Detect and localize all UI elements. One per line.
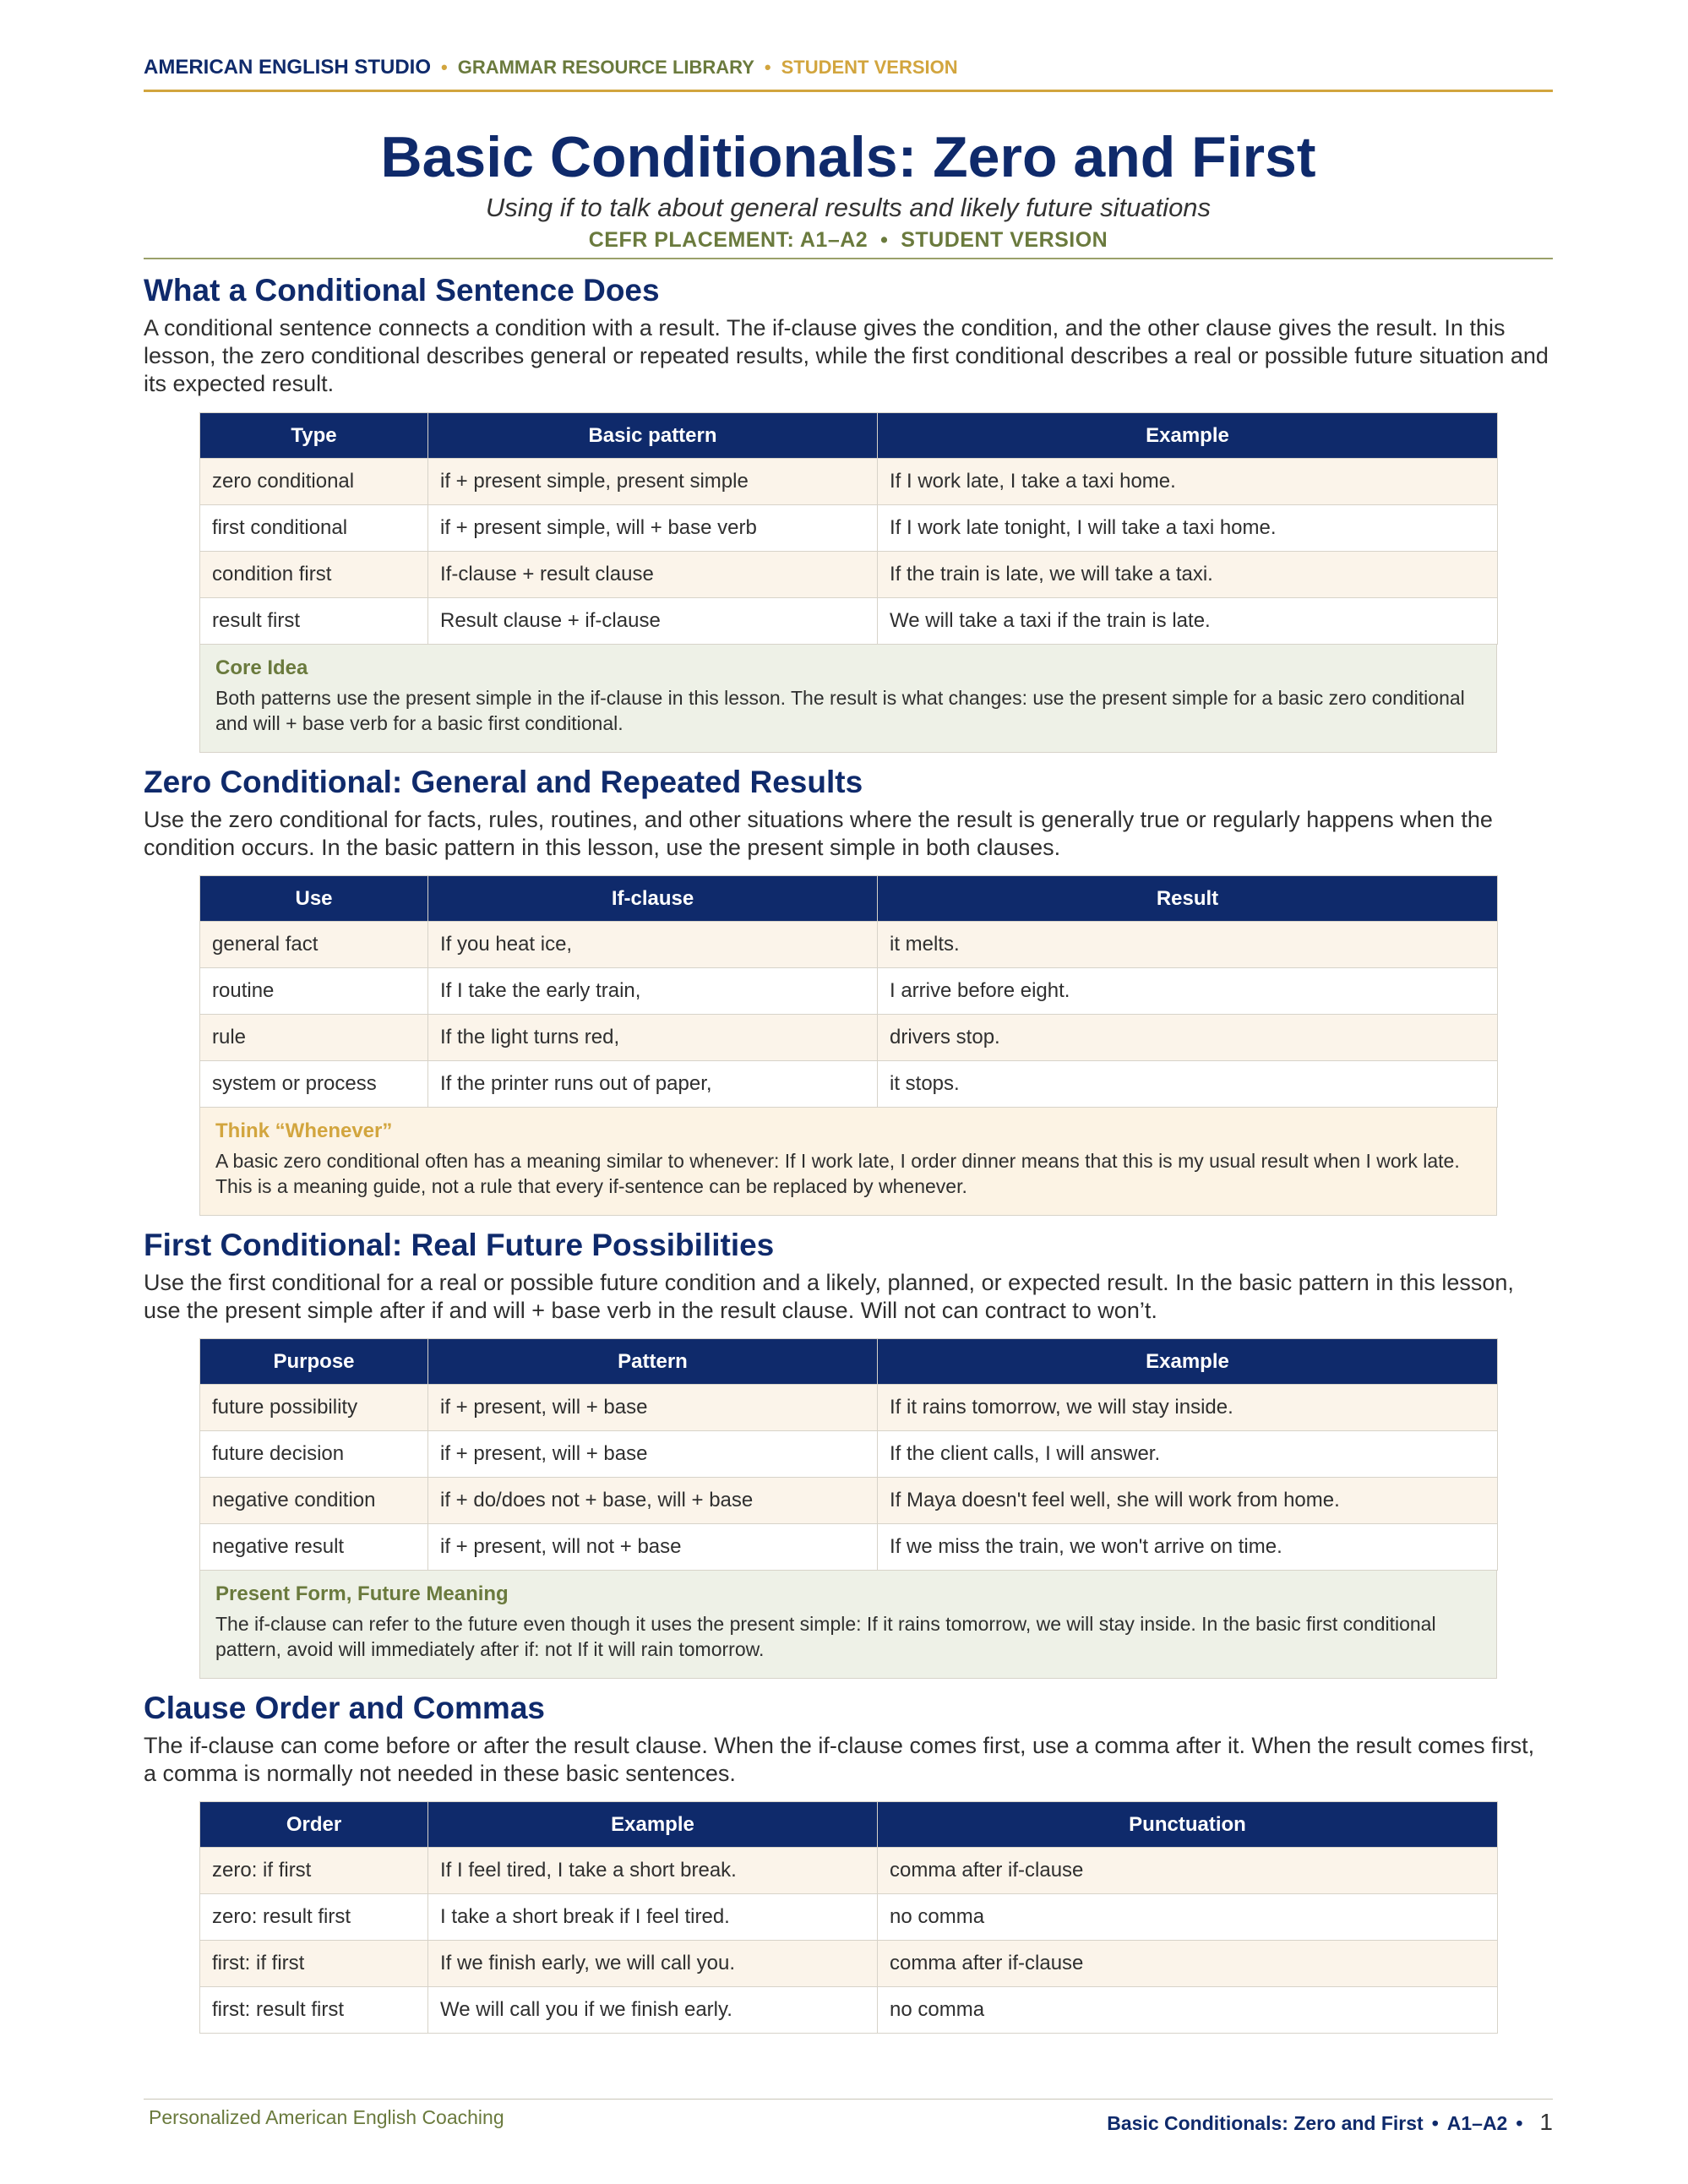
table-cell: If the client calls, I will answer. xyxy=(878,1431,1498,1478)
page-number: 1 xyxy=(1539,2109,1553,2135)
section-heading: Zero Conditional: General and Repeated Results xyxy=(144,765,863,799)
table-cell: If I feel tired, I take a short break. xyxy=(428,1848,878,1894)
table-row xyxy=(200,1894,1498,1941)
table-cell: zero conditional xyxy=(200,459,428,505)
table-cell: rule xyxy=(200,1015,428,1061)
column-header: Type xyxy=(200,413,428,459)
section-heading: Clause Order and Commas xyxy=(144,1691,545,1725)
section-body: Use the first conditional for a real or possible future condition and a likely, planned, or expected result. In the basic pattern in this lesson, use the present simple after if and will + base verb in the result clause. Will not can contract to won’t. xyxy=(144,1270,1514,1323)
table-cell: comma after if-clause xyxy=(878,1848,1498,1894)
table-cell: drivers stop. xyxy=(878,1015,1498,1061)
footer-running-title xyxy=(1107,2109,1553,2136)
table-cell: If we miss the train, we won't arrive on time. xyxy=(878,1524,1498,1571)
note-think-whenever xyxy=(199,1108,1497,1216)
table-cell: first: result first xyxy=(200,1987,428,2034)
table-row xyxy=(200,1061,1498,1108)
table-cell: If it rains tomorrow, we will stay inside. xyxy=(878,1385,1498,1431)
footer-separator: • xyxy=(1516,2112,1523,2134)
note-body: The if-clause can refer to the future even though it uses the present simple: If it rains tomorrow, we will stay inside. In the basic first conditional pattern, avoid will immediately after if: not If it will rain tomorrow. xyxy=(215,1613,1436,1660)
note-core-idea xyxy=(199,645,1497,753)
note-body: Both patterns use the present simple in the if-clause in this lesson. The result is what changes: use the present simple for a basic zero conditional and will + base verb for a basic first conditional. xyxy=(215,687,1465,734)
table-cell: If the train is late, we will take a taxi. xyxy=(878,552,1498,598)
table-cell: If we finish early, we will call you. xyxy=(428,1941,878,1987)
note-present-form xyxy=(199,1571,1497,1679)
table-row xyxy=(200,459,1498,505)
table-cell: negative condition xyxy=(200,1478,428,1524)
table-row xyxy=(200,1987,1498,2034)
footer-separator: • xyxy=(1431,2112,1439,2134)
conditional-types-table xyxy=(199,412,1498,645)
cefr-placement: CEFR PLACEMENT: A1–A2 • STUDENT VERSION xyxy=(588,228,1108,252)
table-cell: We will call you if we finish early. xyxy=(428,1987,878,2034)
table-cell: zero: result first xyxy=(200,1894,428,1941)
document-subtitle: Using if to talk about general results and likely future situations xyxy=(485,193,1212,222)
table-cell: negative result xyxy=(200,1524,428,1571)
table-cell: zero: if first xyxy=(200,1848,428,1894)
table-cell: If you heat ice, xyxy=(428,922,878,968)
column-header: Use xyxy=(200,876,428,922)
table-cell: it melts. xyxy=(878,922,1498,968)
section-clause-order xyxy=(144,1690,1553,1788)
table-cell: If the light turns red, xyxy=(428,1015,878,1061)
table-cell: it stops. xyxy=(878,1061,1498,1108)
table-header-row xyxy=(200,413,1498,459)
table-cell: future decision xyxy=(200,1431,428,1478)
table-cell: I take a short break if I feel tired. xyxy=(428,1894,878,1941)
table-cell: If I take the early train, xyxy=(428,968,878,1015)
table-row xyxy=(200,1385,1498,1431)
column-header: Example xyxy=(878,413,1498,459)
table-cell: If-clause + result clause xyxy=(428,552,878,598)
column-header: If-clause xyxy=(428,876,878,922)
section-first-conditional xyxy=(144,1227,1553,1325)
note-title: Present Form, Future Meaning xyxy=(215,1582,509,1605)
note-title: Core Idea xyxy=(215,656,308,679)
table-cell: If the printer runs out of paper, xyxy=(428,1061,878,1108)
section-body: Use the zero conditional for facts, rules, routines, and other situations where the result is generally true or regularly happens when the condition occurs. In the basic pattern in this lesson, use the present simple in both clauses. xyxy=(144,807,1493,860)
running-header xyxy=(144,56,1553,92)
column-header: Pattern xyxy=(428,1339,878,1385)
table-header-row xyxy=(200,876,1498,922)
column-header: Example xyxy=(428,1802,878,1848)
section-heading: What a Conditional Sentence Does xyxy=(144,273,660,308)
table-row xyxy=(200,598,1498,645)
table-cell: If Maya doesn't feel well, she will work from home. xyxy=(878,1478,1498,1524)
section-body: The if-clause can come before or after the result clause. When the if-clause comes first, use a comma after it. When the result comes first, a comma is normally not needed in these basic sentences. xyxy=(144,1733,1535,1786)
table-row xyxy=(200,1524,1498,1571)
table-row xyxy=(200,1015,1498,1061)
first-conditional-table xyxy=(199,1338,1498,1571)
note-title: Think “Whenever” xyxy=(215,1119,393,1142)
table-cell: if + present, will not + base xyxy=(428,1524,878,1571)
zero-conditional-table xyxy=(199,875,1498,1108)
table-row xyxy=(200,968,1498,1015)
header-separator: • xyxy=(764,57,771,78)
table-row xyxy=(200,505,1498,552)
table-cell: system or process xyxy=(200,1061,428,1108)
table-cell: Result clause + if-clause xyxy=(428,598,878,645)
section-zero-conditional xyxy=(144,764,1553,862)
table-row xyxy=(200,552,1498,598)
table-cell: general fact xyxy=(200,922,428,968)
footer-doc-title: Basic Conditionals: Zero and First xyxy=(1107,2112,1424,2134)
table-row xyxy=(200,1431,1498,1478)
section-body: A conditional sentence connects a condition with a result. The if-clause gives the condition, and the other clause gives the result. In this lesson, the zero conditional describes general or repeated results, while the first conditional describes a real or possible future situation and its expected result. xyxy=(144,315,1549,396)
header-brand: AMERICAN ENGLISH STUDIO xyxy=(144,56,432,79)
table-cell: If I work late tonight, I will take a taxi home. xyxy=(878,505,1498,552)
table-cell: We will take a taxi if the train is late. xyxy=(878,598,1498,645)
table-cell: result first xyxy=(200,598,428,645)
clause-order-table xyxy=(199,1801,1498,2034)
table-cell: I arrive before eight. xyxy=(878,968,1498,1015)
column-header: Basic pattern xyxy=(428,413,878,459)
document-title: Basic Conditionals: Zero and First xyxy=(380,125,1316,189)
section-heading: First Conditional: Real Future Possibilities xyxy=(144,1228,775,1262)
table-cell: if + present simple, will + base verb xyxy=(428,505,878,552)
table-row xyxy=(200,922,1498,968)
table-row xyxy=(200,1848,1498,1894)
column-header: Order xyxy=(200,1802,428,1848)
table-cell: if + present, will + base xyxy=(428,1431,878,1478)
column-header: Purpose xyxy=(200,1339,428,1385)
column-header: Example xyxy=(878,1339,1498,1385)
header-library: GRAMMAR RESOURCE LIBRARY xyxy=(457,57,754,78)
table-cell: routine xyxy=(200,968,428,1015)
table-cell: if + do/does not + base, will + base xyxy=(428,1478,878,1524)
column-header: Result xyxy=(878,876,1498,922)
table-cell: first conditional xyxy=(200,505,428,552)
header-version: STUDENT VERSION xyxy=(781,57,958,78)
footer-level: A1–A2 xyxy=(1446,2112,1508,2134)
table-cell: if + present, will + base xyxy=(428,1385,878,1431)
table-cell: future possibility xyxy=(200,1385,428,1431)
table-header-row xyxy=(200,1339,1498,1385)
footer-divider xyxy=(144,2099,1553,2100)
section-what-conditional xyxy=(144,272,1553,398)
column-header: Punctuation xyxy=(878,1802,1498,1848)
table-row xyxy=(200,1941,1498,1987)
note-body: A basic zero conditional often has a meaning similar to whenever: If I work late, I order dinner means that this is my usual result when I work late. This is a meaning guide, not a rule that every if-sentence can be replaced by whenever. xyxy=(215,1150,1460,1197)
footer-coaching-label: Personalized American English Coaching xyxy=(149,2106,504,2128)
table-cell: If I work late, I take a taxi home. xyxy=(878,459,1498,505)
header-separator: • xyxy=(441,57,448,78)
table-row xyxy=(200,1478,1498,1524)
title-divider xyxy=(144,258,1553,259)
table-cell: first: if first xyxy=(200,1941,428,1987)
table-cell: condition first xyxy=(200,552,428,598)
table-header-row xyxy=(200,1802,1498,1848)
table-cell: comma after if-clause xyxy=(878,1941,1498,1987)
table-cell: no comma xyxy=(878,1894,1498,1941)
table-cell: no comma xyxy=(878,1987,1498,2034)
table-cell: if + present simple, present simple xyxy=(428,459,878,505)
